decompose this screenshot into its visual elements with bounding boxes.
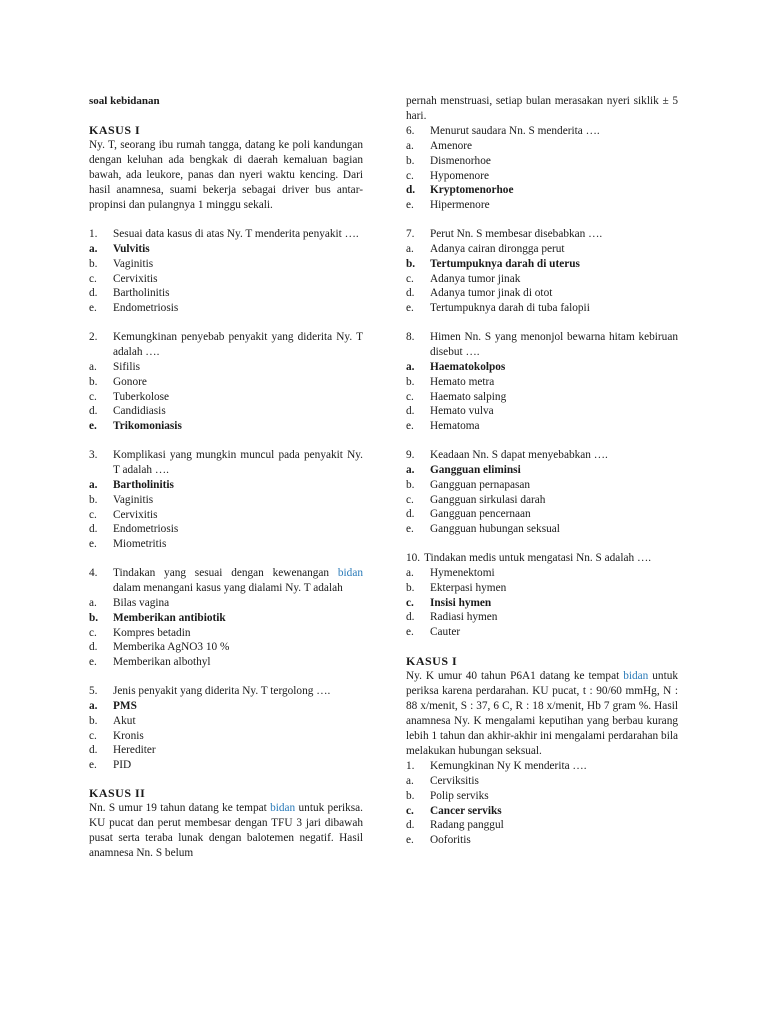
question-text-part: dalam menangani kasus yang dialami Ny. T adalah [113,581,343,594]
question-stem [89,227,363,242]
answer-option [89,301,363,316]
option-text: Memberika AgNO3 10 % [113,641,230,654]
answer-option [406,478,678,493]
option-letter: d. [406,611,415,624]
option-letter: a. [406,566,414,579]
option-text: Polip serviks [430,789,489,802]
answer-option [406,169,678,184]
question-number: 6. [406,125,415,137]
answer-option [406,286,678,301]
answer-option-correct [406,463,678,478]
option-text: Memberikan albothyl [113,656,211,669]
question-text: Menurut saudara Nn. S menderita …. [430,125,600,137]
answer-options [89,699,363,773]
option-text: Endometriosis [113,302,179,315]
kasus-3-questions [400,759,678,848]
answer-option-correct [406,360,678,375]
option-text: Hematoma [430,420,480,433]
option-letter: e. [89,759,97,772]
answer-option [89,508,363,523]
option-letter: b. [406,789,415,802]
answer-option [406,390,678,405]
option-letter: d. [89,744,98,757]
option-text: Herediter [113,744,156,757]
option-text: Adanya tumor jinak [430,272,521,285]
option-text: Radang panggul [430,819,504,832]
answer-option-correct [89,611,363,626]
question-text: Perut Nn. S membesar disebabkan …. [430,227,603,240]
question-6 [400,124,678,213]
question-10 [400,551,678,640]
option-text: Cervixitis [113,272,158,285]
option-text: Endometriosis [113,523,179,536]
bidan-link[interactable]: bidan [270,801,296,814]
kasus-2-narrative [89,801,363,861]
question-text [113,566,363,596]
option-text: Bartholinitis [113,287,170,300]
question-text: Kemungkinan penyebab penyakit yang diderita Ny. T adalah …. [113,330,363,358]
option-letter: c. [406,804,414,817]
option-letter: b. [406,257,416,270]
option-text: Kompres betadin [113,626,191,639]
answer-option [89,493,363,508]
answer-options [89,242,363,316]
answer-option [89,390,363,405]
option-letter: c. [89,390,97,403]
option-letter: c. [89,729,97,742]
answer-option [406,818,678,833]
answer-options [406,139,678,213]
option-text: Bartholinitis [113,478,174,491]
answer-option [406,833,678,848]
answer-option [89,729,363,744]
option-letter: a. [406,360,415,373]
option-letter: e. [406,626,414,639]
option-letter: b. [406,375,415,388]
option-text: Dismenorhoe [430,154,491,167]
answer-option [406,139,678,154]
question-number: 8. [406,330,415,343]
option-text: Insisi hymen [430,596,492,609]
answer-option-correct [406,804,678,819]
question-stem [406,227,678,242]
option-letter: e. [89,420,97,433]
answer-option-correct [89,699,363,714]
option-text: Ekterpasi hymen [430,581,507,594]
option-letter: c. [406,390,414,403]
option-text: Hemato vulva [430,405,494,418]
answer-option [406,375,678,390]
option-text: Adanya tumor jinak di otot [430,287,553,300]
answer-option-correct [406,183,678,198]
answer-option-correct [89,478,363,493]
option-letter: d. [406,184,416,197]
option-text: Radiasi hymen [430,611,498,624]
option-text: Gangguan hubungan seksual [430,523,560,536]
answer-options [406,566,678,640]
answer-options [406,360,678,434]
question-2 [89,330,363,434]
answer-option [89,360,363,375]
option-text: Gangguan pernapasan [430,478,531,491]
option-text: Tertumpuknya darah di uterus [430,257,580,270]
answer-option [406,272,678,287]
option-letter: d. [406,819,415,832]
question-stem [406,448,678,463]
option-letter: e. [406,523,414,536]
answer-option [89,375,363,390]
question-text-part: Tindakan yang sesuai dengan kewenangan [113,566,330,579]
question-text: Keadaan Nn. S dapat menyebabkan …. [430,448,608,461]
answer-option [406,493,678,508]
question-stem [89,684,363,699]
narrative-text: Ny. K umur 40 tahun P6A1 datang ke tempat [406,669,620,682]
option-letter: a. [89,478,98,491]
answer-option [406,774,678,789]
question-5 [89,684,363,773]
answer-option [406,404,678,419]
question-text: Sesuai data kasus di atas Ny. T menderita penyakit …. [113,228,359,240]
option-letter: a. [89,596,97,609]
answer-option [89,640,363,655]
answer-option-correct [89,419,363,434]
option-letter: c. [89,626,97,639]
option-letter: c. [89,508,97,521]
option-letter: d. [89,523,98,536]
answer-option [406,198,678,213]
answer-option [89,758,363,773]
kasus-1-narrative: Ny. T, seorang ibu rumah tangga, datang ke poli kandungan dengan keluhan ada bengkak di daerah kemaluan bagian bawah, ada leukore, panas dan nyeri waktu kencing. Dari hasil anamnesa, suami bekerja sebagai driver bus antar-propinsi dan pulangnya 1 minggu sekali. [89,139,363,211]
answer-options [89,596,363,670]
answer-options [406,242,678,316]
left-column [89,0,363,861]
answer-option [89,714,363,729]
option-letter: e. [89,538,97,551]
option-text: Gangguan sirkulasi darah [430,493,546,506]
option-letter: d. [89,287,98,300]
question-number: 5. [89,684,98,697]
kasus-2-questions [400,124,678,640]
right-column [400,0,678,862]
option-letter: b. [89,493,98,506]
option-letter: e. [406,199,414,212]
question-number: 1. [89,228,98,240]
option-text: Cauter [430,626,461,639]
answer-option [406,419,678,434]
answer-option [406,581,678,596]
kasus-1-questions [89,227,363,773]
option-text: Haematokolpos [430,360,506,373]
question-text: Tindakan medis untuk mengatasi Nn. S adalah …. [424,551,652,564]
question-stem [89,448,363,478]
question-stem [406,551,678,566]
question-4 [89,566,363,670]
option-letter: d. [406,287,415,300]
option-letter: d. [406,508,415,521]
option-letter: a. [89,699,98,712]
option-text: Cancer serviks [430,804,502,817]
question-3 [89,448,363,552]
option-text: PID [113,759,132,772]
option-text: Kronis [113,729,144,742]
question-number: 10. [406,551,421,564]
question-text: Jenis penyakit yang diderita Ny. T tergolong …. [113,684,331,697]
answer-option [406,625,678,640]
option-text: PMS [113,699,137,712]
answer-option [89,743,363,758]
kasus-3-narrative [400,669,678,759]
answer-option [89,522,363,537]
narrative-text: Nn. S umur 19 tahun datang ke tempat [89,801,267,814]
option-text: Cervixitis [113,508,158,521]
option-letter: a. [89,243,98,255]
option-letter: b. [406,581,415,594]
question-stem [89,566,363,596]
option-letter: e. [406,302,414,315]
question-7 [400,227,678,316]
question-text: Komplikasi yang mungkin muncul pada penyakit Ny. T adalah …. [113,448,363,476]
option-text: Hemato metra [430,375,495,388]
answer-option [89,257,363,272]
answer-option [406,507,678,522]
option-text: Amenore [430,140,473,152]
option-text: Tuberkolose [113,390,170,403]
option-text: Akut [113,714,136,727]
answer-options [406,463,678,537]
question-stem [406,759,678,774]
option-letter: b. [89,375,98,388]
option-letter: c. [406,169,414,182]
option-text: Gonore [113,375,147,388]
question-number: 7. [406,227,415,240]
answer-option-correct [406,596,678,611]
question-number: 3. [89,448,98,461]
question-stem [406,330,678,360]
narrative-text: untuk periksa. KU pucat dan perut membesar dengan TFU 3 jari dibawah pusat serta teraba lunak dengan balotemen negatif. Hasil anamnesa Nn. S belum [89,801,363,859]
answer-option [89,286,363,301]
option-text: Trikomoniasis [113,420,182,433]
answer-option [89,537,363,552]
option-text: Hymenektomi [430,566,495,579]
answer-option [406,242,678,257]
option-letter: c. [406,272,414,285]
option-letter: d. [406,405,415,418]
option-letter: b. [89,611,99,624]
option-text: Sifilis [113,360,140,373]
question-number: 9. [406,448,415,461]
option-text: Vulvitis [113,243,150,255]
bidan-link[interactable]: bidan [337,566,363,579]
answer-option [406,610,678,625]
option-letter: b. [89,714,98,727]
question-stem [89,330,363,360]
option-letter: e. [89,302,97,315]
option-text: Miometritis [113,538,167,551]
answer-option [89,655,363,670]
answer-option [89,404,363,419]
option-text: Hypomenore [430,169,489,182]
option-letter: e. [89,656,97,669]
answer-options [89,360,363,434]
option-letter: b. [406,154,415,167]
narrative-text: untuk periksa karena perdarahan. KU pucat, t : 90/60 mmHg, N : 88 x/menit, S : 37, 6 C, R : 18 x/menit, Hb 7 gram %. Hasil anamnesa Ny. K mengalami keputihan yang berbau kurang lebih 1 tahun dan akhir-akhir ini mengalami perdarahan bila melakukan hubungan seksual. [406,669,678,757]
answer-option [406,789,678,804]
option-letter: a. [406,463,415,476]
option-letter: b. [89,257,98,270]
document-title: soal kebidanan [89,95,160,107]
option-text: Ooforitis [430,834,471,847]
option-letter: d. [89,641,98,654]
answer-options [89,478,363,552]
answer-option [89,596,363,611]
answer-option [406,154,678,169]
option-text: Gangguan eliminsi [430,463,521,476]
option-letter: b. [406,478,415,491]
kasus-1-heading: KASUS I [89,123,141,137]
kasus-3-heading: KASUS I [406,653,458,668]
question-number: 4. [89,566,98,579]
option-letter: a. [406,140,414,152]
answer-option [89,272,363,287]
option-text: Cerviksitis [430,774,479,787]
question-1 [89,227,363,316]
option-letter: a. [406,774,414,787]
option-letter: a. [406,242,414,255]
option-letter: c. [406,596,414,609]
question-text: Kemungkinan Ny K menderita …. [430,759,587,772]
option-letter: c. [89,272,97,285]
question-stem [406,124,678,139]
question-8 [400,330,678,434]
answer-option-correct [406,257,678,272]
option-letter: a. [89,360,97,373]
question-number: 1. [406,759,415,772]
option-text: Hipermenore [430,199,490,212]
option-text: Kryptomenorhoe [430,184,514,197]
option-text: Vaginitis [113,257,154,270]
option-letter: e. [406,834,414,847]
option-text: Bilas vagina [113,596,170,609]
answer-option [406,522,678,537]
question-1 [400,759,678,848]
option-letter: c. [406,493,414,506]
question-text: Himen Nn. S yang menonjol bewarna hitam kebiruan disebut …. [430,330,678,358]
answer-option-correct [89,242,363,257]
option-letter: e. [406,420,414,433]
option-text: Vaginitis [113,493,154,506]
answer-options [406,774,678,848]
question-number: 2. [89,330,98,343]
answer-option [406,301,678,316]
question-9 [400,448,678,537]
bidan-link[interactable]: bidan [623,669,649,682]
kasus-2-heading: KASUS II [89,785,146,800]
answer-option [406,566,678,581]
option-text: Gangguan pencernaan [430,508,531,521]
kasus-2-narrative-continued: pernah menstruasi, setiap bulan merasakan nyeri siklik ± 5 hari. [406,95,678,122]
answer-option [89,626,363,641]
option-text: Memberikan antibiotik [113,611,226,624]
option-text: Tertumpuknya darah di tuba falopii [430,302,590,315]
option-text: Haemato salping [430,390,507,403]
option-letter: d. [89,405,98,418]
option-text: Adanya cairan dirongga perut [430,242,565,255]
option-text: Candidiasis [113,405,166,418]
